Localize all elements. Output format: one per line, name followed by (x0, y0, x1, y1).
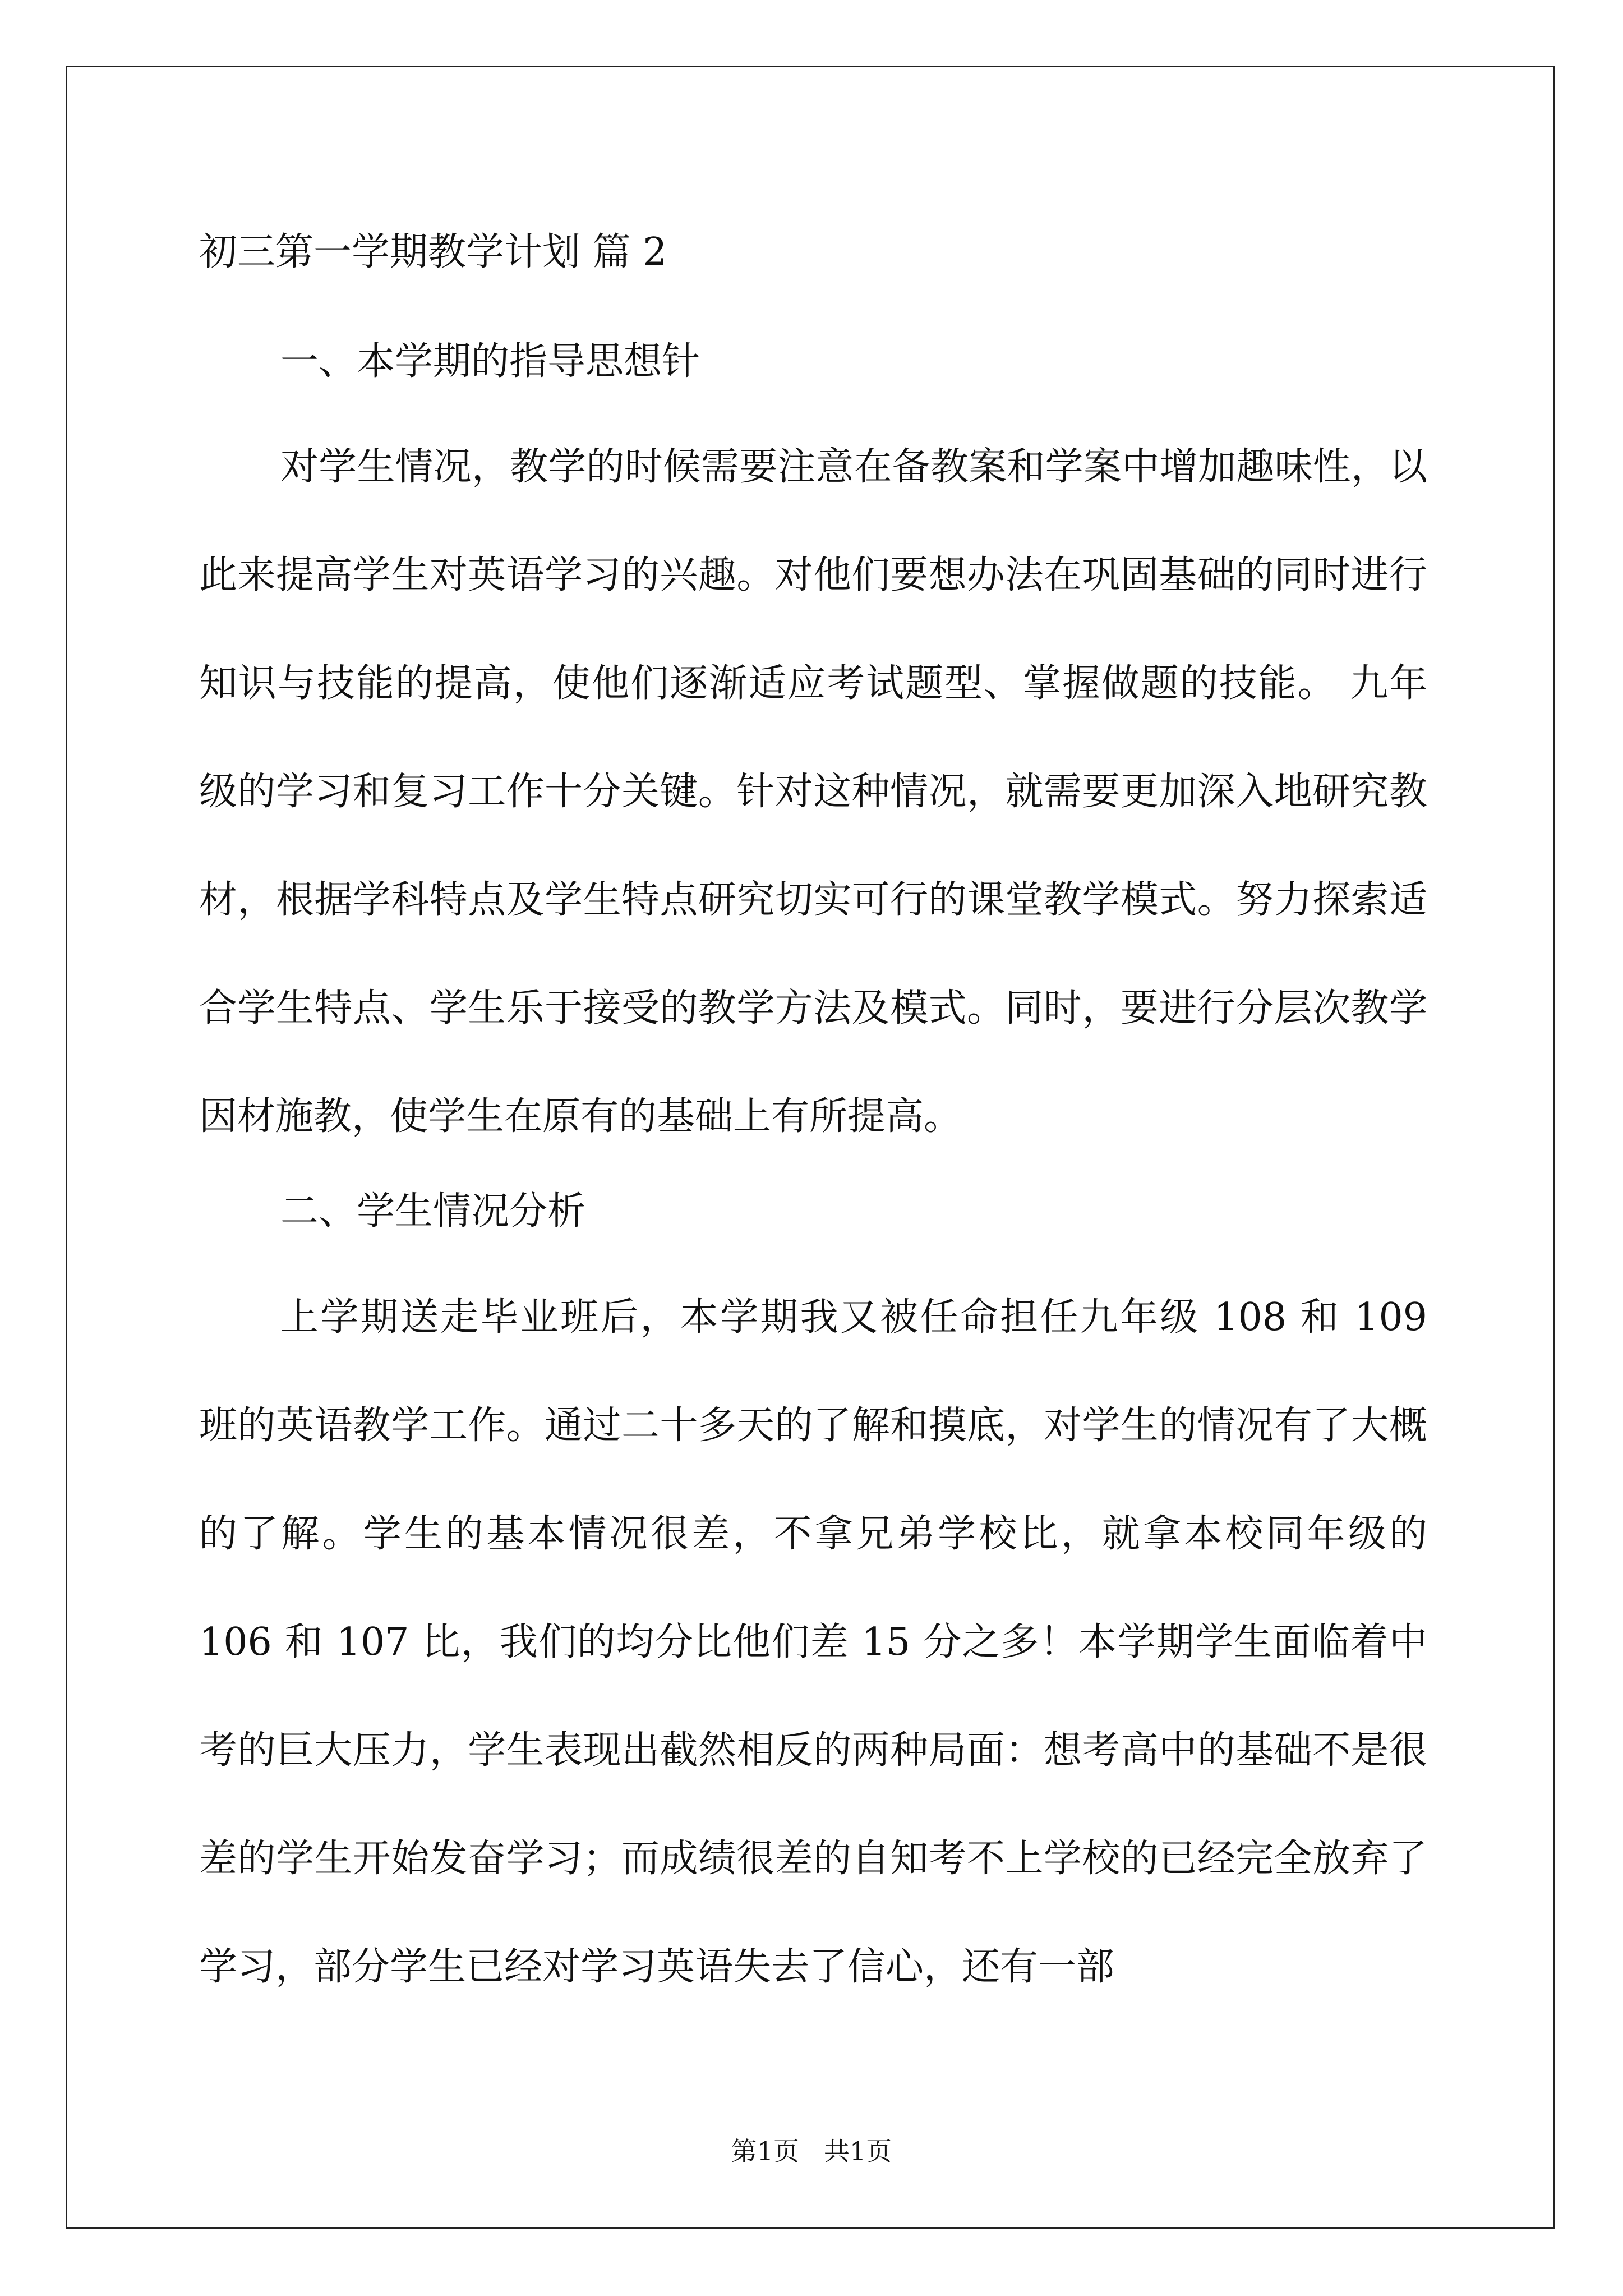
page-total: 共1页 (823, 2136, 892, 2166)
section-heading-guiding-thought: 一、本学期的指导思想针 (280, 339, 700, 384)
document-title: 初三第一学期教学计划 篇 2 (199, 230, 667, 274)
page-number: 第1页 (731, 2136, 800, 2166)
paragraph-student-analysis: 上学期送走毕业班后，本学期我又被任命担任九年级 108 和 109 班的英语教学工作。通过二十多天的了解和摸底，对学生的情况有了大概的了解。学生的基本情况很差，不拿兄弟学校比，就拿本校同年级的 106 和 107 比，我们的均分比他们差 15 分之多！本学期学生面临着中考的巨大压力，学生表现出截然相反的两种局面：想考高中的基础不是很差的学生开始发奋学习；而成绩很差的自知考不上学校的已经完全放弃了学习，部分学生已经对学习英语失去了信心，还有一部 (199, 1295, 1427, 1989)
section-heading-student-analysis: 二、学生情况分析 (280, 1189, 586, 1234)
paragraph-guiding-thought: 对学生情况，教学的时候需要注意在备教案和学案中增加趣味性，以此来提高学生对英语学习的兴趣。对他们要想办法在巩固基础的同时进行知识与技能的提高，使他们逐渐适应考试题型、掌握做题的技能。 九年级的学习和复习工作十分关键。针对这种情况，就需要更加深入地研究教材，根据学科特点及学生特点研究切实可行的课堂教学模式。努力探索适合学生特点、学生乐于接受的教学方法及模式。同时，要进行分层次教学因材施教，使学生在原有的基础上有所提高。 (199, 445, 1427, 1139)
page-footer (0, 2134, 1623, 2168)
